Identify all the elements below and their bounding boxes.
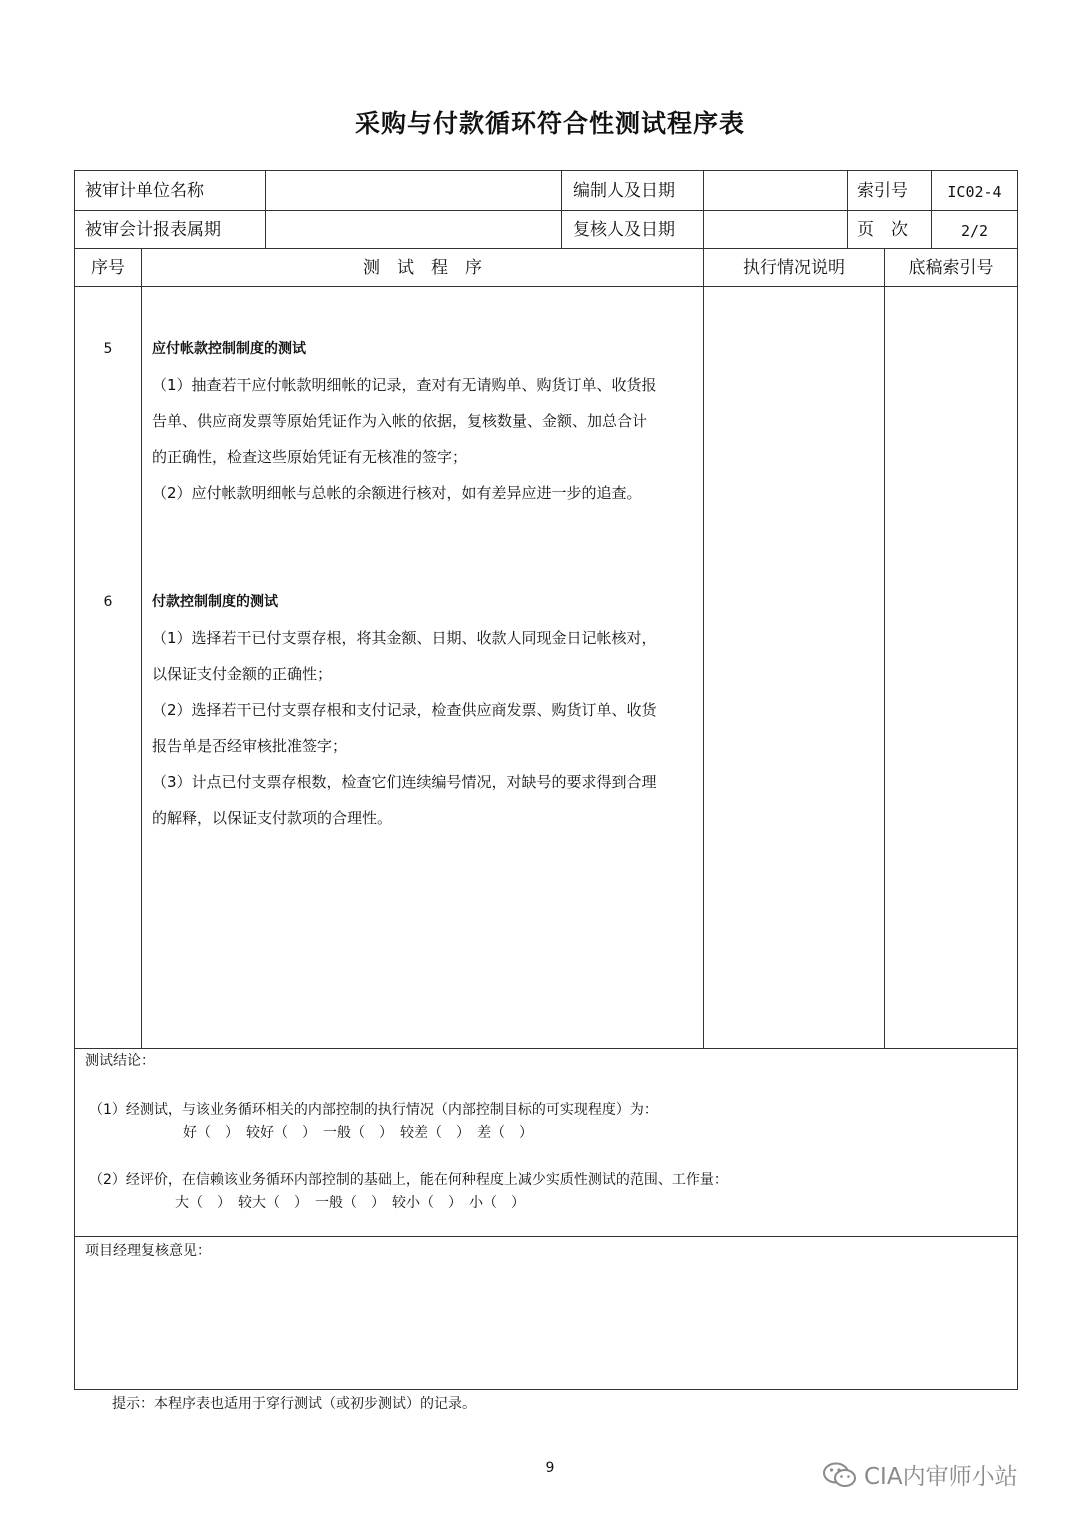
item-number: 5 xyxy=(103,341,113,357)
conclusion-label: 测试结论： xyxy=(85,1053,155,1069)
col-divider xyxy=(884,248,885,1048)
conclusion-options-2[interactable]: 大（ ） 较大（ ） 一般（ ） 较小（ ） 小（ ） xyxy=(175,1195,525,1211)
conclusion-question-2: （2）经评价，在信赖该业务循环内部控制的基础上，能在何种程度上减少实质性测试的范围、工作量： xyxy=(89,1172,728,1188)
row-divider xyxy=(75,1236,1017,1237)
index-value: IC02-4 xyxy=(947,183,1002,201)
procedure-table xyxy=(74,170,1018,1390)
preparer-label: 编制人及日期 xyxy=(573,181,675,201)
page-number: 9 xyxy=(545,1460,555,1476)
conclusion-question-1: （1）经测试，与该业务循环相关的内部控制的执行情况（内部控制目标的可实现程度）为： xyxy=(89,1102,658,1118)
col-header-no: 序号 xyxy=(91,258,125,278)
item-heading: 应付帐款控制制度的测试 xyxy=(152,341,306,357)
col-divider xyxy=(703,248,704,1048)
index-label: 索引号 xyxy=(857,181,908,201)
row-divider xyxy=(75,210,1017,211)
review-label: 项目经理复核意见： xyxy=(85,1243,211,1259)
col-divider xyxy=(265,171,266,248)
item-number: 6 xyxy=(103,594,113,610)
item-line: 的正确性，检查这些原始凭证有无核准的签字； xyxy=(152,448,468,466)
col-divider xyxy=(561,171,562,248)
item-line: （2）选择若干已付支票存根和支付记录，检查供应商发票、购货订单、收货 xyxy=(152,701,657,719)
row-divider xyxy=(75,286,1017,287)
item-line: 报告单是否经审核批准签字； xyxy=(152,737,348,755)
item-line: （1）选择若干已付支票存根，将其金额、日期、收款人同现金日记帐核对， xyxy=(152,629,657,647)
auditee-label: 被审计单位名称 xyxy=(85,181,204,201)
item-line: （3）计点已付支票存根数，检查它们连续编号情况，对缺号的要求得到合理 xyxy=(152,773,657,791)
reviewer-label: 复核人及日期 xyxy=(573,220,675,240)
item-line: 告单、供应商发票等原始凭证作为入帐的依据，复核数量、金额、加总合计 xyxy=(152,412,648,430)
col-header-workpaper-index: 底稿索引号 xyxy=(908,258,994,278)
page-value: 2/2 xyxy=(960,222,989,240)
item-line: （1）抽查若干应付帐款明细帐的记录，查对有无请购单、购货订单、收货报 xyxy=(152,376,657,394)
row-divider xyxy=(75,1048,1017,1049)
watermark-text: CIA内审师小站 xyxy=(864,1464,1018,1490)
wechat-icon xyxy=(822,1461,858,1489)
footnote: 提示：本程序表也适用于穿行测试（或初步测试）的记录。 xyxy=(112,1396,476,1412)
conclusion-options-1[interactable]: 好（ ） 较好（ ） 一般（ ） 较差（ ） 差（ ） xyxy=(183,1125,533,1141)
period-label: 被审会计报表属期 xyxy=(85,220,221,240)
page-title: 采购与付款循环符合性测试程序表 xyxy=(354,109,745,138)
page-label: 页 次 xyxy=(857,220,908,240)
item-line: 的解释，以保证支付款项的合理性。 xyxy=(152,809,393,827)
col-header-procedure: 测 试 程 序 xyxy=(363,258,482,278)
row-divider xyxy=(75,248,1017,249)
col-header-execution: 执行情况说明 xyxy=(743,258,845,278)
col-divider xyxy=(141,248,142,1048)
item-heading: 付款控制制度的测试 xyxy=(152,594,278,610)
col-divider xyxy=(703,171,704,248)
col-divider xyxy=(847,171,848,248)
watermark xyxy=(822,1458,1018,1491)
item-line: 以保证支付金额的正确性； xyxy=(152,665,333,683)
item-line: （2）应付帐款明细帐与总帐的余额进行核对，如有差异应进一步的追查。 xyxy=(152,484,642,502)
